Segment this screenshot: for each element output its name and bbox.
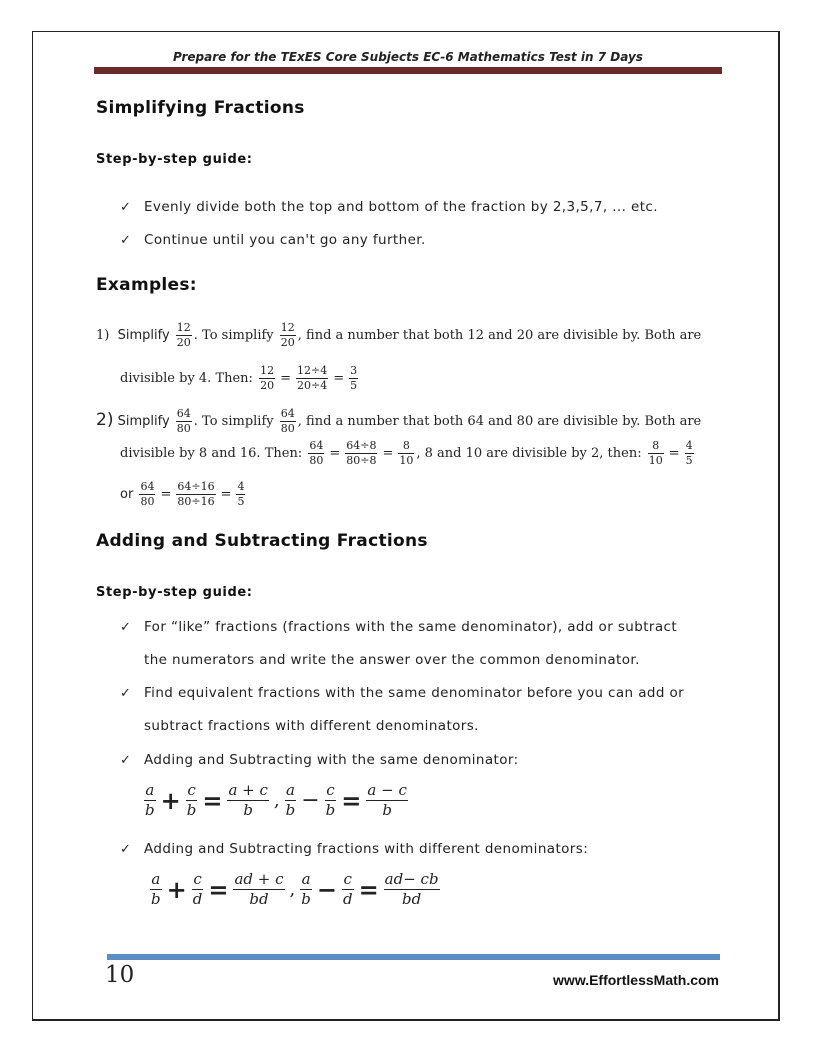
fraction: $\frac{12}{20}$ [280, 321, 295, 349]
formula-same-denominator: $\frac{a}{b}$ + $\frac{c}{b}$ = $\frac{a + c}{b}$ , $\frac{a}{b}$ − $\frac{c}{b}$ = $\frac{a - c}{b}$ [145, 781, 407, 819]
example-2-line-1: 2) Simplify $\frac{64}{80}$ . To simplify $\frac{64}{80}$ , find a number that both 64 and 80 are divisible by. Both are [96, 407, 702, 435]
fraction: $\frac{4}{5}$ [237, 480, 245, 508]
fraction: $\frac{64}{80}$ [176, 407, 191, 435]
examples-title: Examples: [96, 275, 197, 295]
list-item: ✓ Continue until you can't go any further. [120, 224, 720, 257]
fraction: $\frac{12}{20}$ [260, 364, 275, 392]
example-2-line-3: or $\frac{64}{80}$ = $\frac{64\div 16}{80\div 16}$ = $\frac{4}{5}$ [120, 480, 245, 508]
running-header: Prepare for the TExES Core Subjects EC-6 Mathematics Test in 7 Days [173, 50, 643, 64]
fraction: $\frac{4}{5}$ [685, 439, 693, 467]
list-item: ✓ Find equivalent fractions with the same denominator before you can add or subtract fractions with different denominators. [120, 677, 720, 743]
section-title-adding: Adding and Subtracting Fractions [96, 531, 428, 551]
fraction: $\frac{64}{80}$ [140, 480, 155, 508]
fraction: $\frac{64\div 16}{80\div 16}$ [177, 480, 215, 508]
footer-rule [107, 954, 720, 960]
example-1-line-1: 1) Simplify $\frac{12}{20}$ . To simplify $\frac{12}{20}$ , find a number that both 12 and 20 are divisible by. Both are [96, 321, 702, 349]
fraction: $\frac{64\div 8}{80\div 8}$ [346, 439, 377, 467]
check-icon: ✓ [120, 686, 132, 701]
website-link[interactable]: www.EffortlessMath.com [553, 972, 719, 988]
fraction: $\frac{12}{20}$ [176, 321, 191, 349]
step-guide-label: Step-by-step guide: [96, 152, 253, 167]
fraction: $\frac{64}{80}$ [309, 439, 324, 467]
step-guide-label: Step-by-step guide: [96, 585, 253, 600]
check-icon: ✓ [120, 842, 132, 857]
list-item: ✓ Adding and Subtracting fractions with different denominators: [120, 833, 720, 866]
fraction: $\frac{8}{10}$ [399, 439, 414, 467]
formula-different-denominators: $\frac{a}{b}$ + $\frac{c}{d}$ = $\frac{ad + c}{bd}$ , $\frac{a}{b}$ − $\frac{c}{d}$ = $\frac{ad- cb}{bd}$ [151, 870, 439, 908]
list-item: ✓ Evenly divide both the top and bottom of the fraction by 2,3,5,7, ... etc. [120, 191, 720, 224]
list-item: ✓ Adding and Subtracting with the same denominator: [120, 744, 720, 777]
fraction: $\frac{12\div 4}{20\div 4}$ [297, 364, 328, 392]
check-icon: ✓ [120, 620, 132, 635]
section-title-simplifying: Simplifying Fractions [96, 98, 305, 118]
header-rule [94, 67, 722, 74]
page-number: 10 [105, 962, 135, 988]
list-item: ✓ For “like” fractions (fractions with the same denominator), add or subtract the numerators and write the answer over the common denominator. [120, 611, 720, 677]
example-1-line-2: divisible by 4. Then: $\frac{12}{20}$ = $\frac{12\div 4}{20\div 4}$ = $\frac{3}{5}$ [120, 364, 358, 392]
check-icon: ✓ [120, 753, 132, 768]
check-icon: ✓ [120, 200, 132, 215]
example-2-line-2: divisible by 8 and 16. Then: $\frac{64}{80}$ = $\frac{64\div 8}{80\div 8}$ = $\frac{8}{10}$ , 8 and 10 are divisible by 2, then: $\frac{8}{10}$ = $\frac{4}{5}$ [120, 439, 693, 467]
fraction: $\frac{3}{5}$ [350, 364, 358, 392]
fraction: $\frac{64}{80}$ [280, 407, 295, 435]
fraction: $\frac{8}{10}$ [648, 439, 663, 467]
check-icon: ✓ [120, 233, 132, 248]
